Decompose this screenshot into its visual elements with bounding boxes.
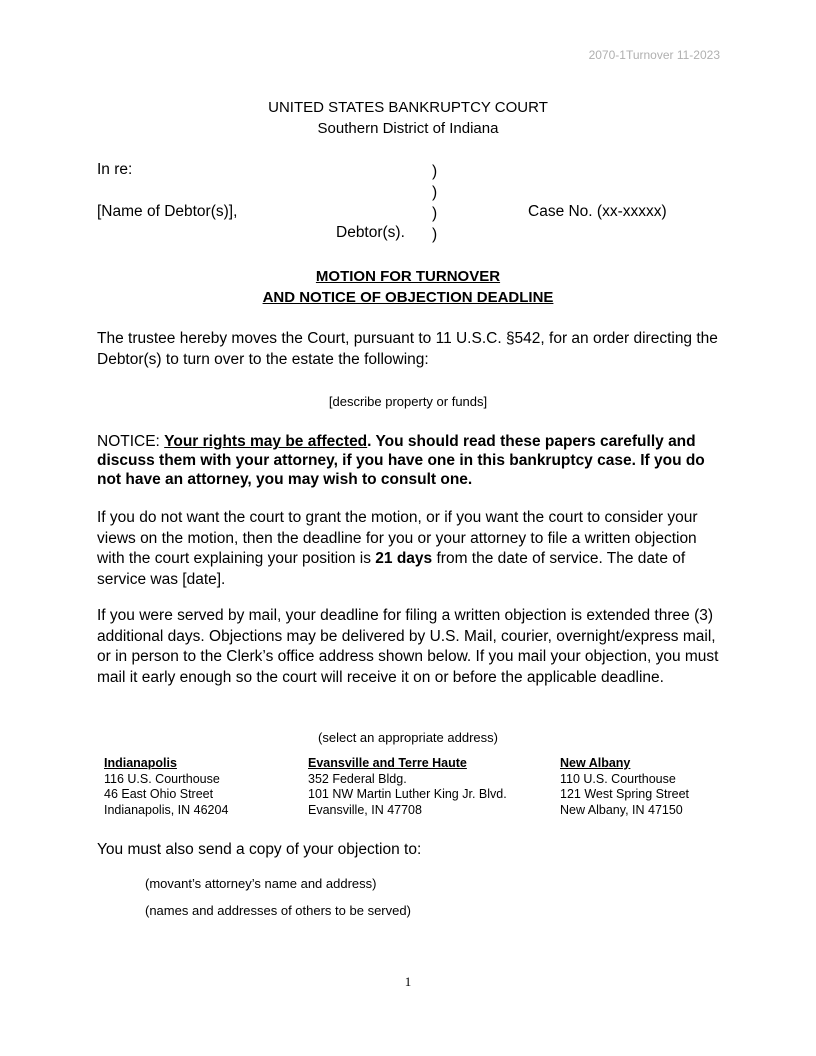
title-line-1: MOTION FOR TURNOVER [315,268,501,285]
address-indianapolis [104,756,228,818]
objection-days: 21 days [375,550,433,568]
debtor-name: [Name of Debtor(s)], [97,203,238,220]
caption-paren: ) [432,184,438,201]
notice-label: NOTICE: [97,433,165,450]
address-new-albany [560,756,689,818]
address-line: 352 Federal Bldg. [308,771,407,786]
case-number: Case No. (xx-xxxxx) [528,203,667,220]
title-line-2: AND NOTICE OF OBJECTION DEADLINE [262,289,554,306]
address-heading: Indianapolis [104,756,177,770]
select-address-note: (select an appropriate address) [318,730,498,745]
court-name: UNITED STATES BANKRUPTCY COURT [268,99,548,116]
address-line: 121 West Spring Street [560,787,690,801]
caption-paren: ) [432,205,438,222]
describe-placeholder: [describe property or funds] [328,394,488,409]
address-line: 110 U.S. Courthouse [560,771,676,786]
notice-paragraph [97,432,722,489]
document-title [0,266,816,308]
address-evansville [308,756,507,818]
objection-paragraph [97,508,722,590]
debtor-label: Debtor(s). [336,224,405,241]
caption-parens [432,161,437,245]
address-line: 101 NW Martin Luther King Jr. Blvd. [308,787,507,801]
notice-rights: Your rights may be affected [164,433,368,450]
court-heading [0,97,816,139]
in-re-label: In re: [97,161,133,178]
page-number: 1 [404,974,412,989]
address-line: Evansville, IN 47708 [308,802,422,817]
address-line: Indianapolis, IN 46204 [104,802,229,817]
mail-paragraph: If you were served by mail, your deadline for filing a written objection is extended three (3) additional days. Objections may be delivered by U.S. Mail, courier, overnight/express mail, or in person to the Clerk’s office address shown below. If you mail your objection, you must mail it early enough so the court will receive it on or before the applicable deadline. [97,607,719,686]
address-line: New Albany, IN 47150 [560,802,683,817]
address-line: 46 East Ohio Street [104,787,214,801]
court-district: Southern District of Indiana [317,120,499,137]
address-line: 116 U.S. Courthouse [104,771,220,786]
address-heading: New Albany [560,756,631,770]
address-heading: Evansville and Terre Haute [308,756,467,770]
copy-to-line: You must also send a copy of your objection to: [97,841,422,858]
objection-after: from the date of service. The date of service was [date]. [97,550,686,588]
form-id: 2070-1Turnover 11-2023 [588,48,720,62]
caption-paren: ) [432,226,438,243]
others-placeholder: (names and addresses of others to be served) [145,903,411,918]
caption-paren: ) [432,163,438,180]
objection-before: If you do not want the court to grant the motion, or if you want the court to consider your views on the motion, then the deadline for you or your attorney to file a written objection with the court explaining your position is [97,509,698,568]
intro-paragraph: The trustee hereby moves the Court, pursuant to 11 U.S.C. §542, for an order directing the Debtor(s) to turn over to the estate the following: [97,330,718,368]
movant-placeholder: (movant’s attorney’s name and address) [145,876,377,891]
notice-rest: . You should read these papers carefully and discuss them with your attorney, if you have one in this bankruptcy case. If you do not have an attorney, you may wish to consult one. [97,433,705,488]
